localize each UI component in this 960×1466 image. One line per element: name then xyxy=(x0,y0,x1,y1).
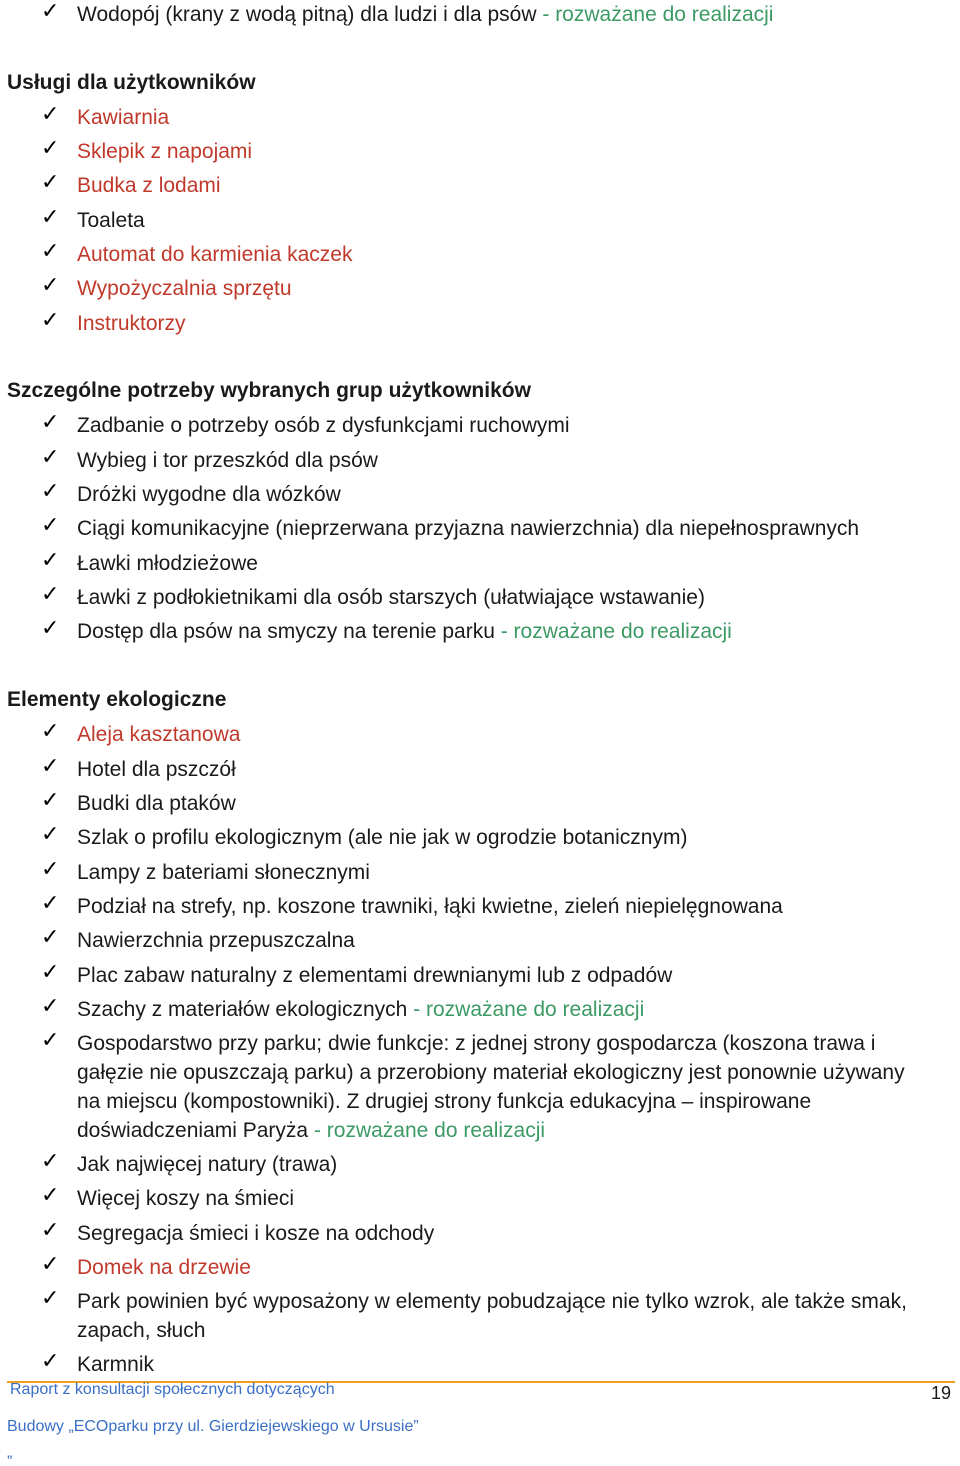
checkmark-icon: ✓ xyxy=(41,1349,60,1374)
item-text: Dostęp dla psów na smyczy na terenie parku xyxy=(77,620,495,643)
item-text: Budka z lodami xyxy=(77,174,221,197)
item-text: Toaleta xyxy=(77,209,145,232)
checkmark-icon: ✓ xyxy=(41,1028,60,1053)
checkmark-icon: ✓ xyxy=(41,136,60,161)
checkmark-icon: ✓ xyxy=(41,445,60,470)
checkmark-icon: ✓ xyxy=(41,239,60,264)
section-title-special-needs: Szczególne potrzeby wybranych grup użytkowników xyxy=(7,379,531,402)
item-text: Budki dla ptaków xyxy=(77,792,236,815)
item-text: Ławki młodzieżowe xyxy=(77,552,258,575)
item-text-line: Gospodarstwo przy parku; dwie funkcje: z jednej strony gospodarcza (koszona trawa i xyxy=(77,1032,876,1055)
checkmark-icon: ✓ xyxy=(41,1218,60,1243)
checkmark-icon: ✓ xyxy=(41,273,60,298)
item-text: Domek na drzewie xyxy=(77,1256,251,1279)
item-note: - rozważane do realizacji xyxy=(536,3,774,26)
item-text: Zadbanie o potrzeby osób z dysfunkcjami ruchowymi xyxy=(77,414,570,437)
item-text: Wodopój (krany z wodą pitną) dla ludzi i dla psów xyxy=(77,3,537,26)
footer-report-title: Raport z konsultacji społecznych dotyczących xyxy=(10,1381,335,1398)
item-note: - rozważane do realizacji xyxy=(407,998,645,1021)
item-text: Hotel dla pszczół xyxy=(77,758,236,781)
checkmark-icon: ✓ xyxy=(41,548,60,573)
checkmark-icon: ✓ xyxy=(41,994,60,1019)
checkmark-icon: ✓ xyxy=(41,960,60,985)
checkmark-icon: ✓ xyxy=(41,788,60,813)
item-text: Więcej koszy na śmieci xyxy=(77,1187,295,1210)
item-text: Ciągi komunikacyjne (nieprzerwana przyjazna nawierzchnia) dla niepełnosprawnych xyxy=(77,517,860,540)
section-title-services: Usługi dla użytkowników xyxy=(7,71,256,94)
checkmark-icon: ✓ xyxy=(41,616,60,641)
item-text: Wybieg i tor przeszkód dla psów xyxy=(77,449,378,472)
checkmark-icon: ✓ xyxy=(41,308,60,333)
section-title-eco: Elementy ekologiczne xyxy=(7,688,227,711)
checkmark-icon: ✓ xyxy=(41,925,60,950)
item-text: Szachy z materiałów ekologicznych xyxy=(77,998,408,1021)
checkmark-icon: ✓ xyxy=(41,1183,60,1208)
item-text: Podział na strefy, np. koszone trawniki, łąki kwietne, zieleń niepielęgnowana xyxy=(77,895,783,918)
item-note: - rozważane do realizacji xyxy=(494,620,732,643)
checkmark-icon: ✓ xyxy=(41,0,60,24)
item-text: Jak najwięcej natury (trawa) xyxy=(77,1153,338,1176)
item-text-line: na miejscu (kompostowniki). Z drugiej strony funkcja edukacyjna – inspirowane xyxy=(77,1090,812,1113)
item-text: Plac zabaw naturalny z elementami drewnianymi lub z odpadów xyxy=(77,964,673,987)
checkmark-icon: ✓ xyxy=(41,891,60,916)
item-text: Ławki z podłokietnikami dla osób starszych (ułatwiające wstawanie) xyxy=(77,586,705,609)
item-text: Kawiarnia xyxy=(77,106,170,129)
checkmark-icon: ✓ xyxy=(41,1149,60,1174)
checkmark-icon: ✓ xyxy=(41,410,60,435)
checkmark-icon: ✓ xyxy=(41,513,60,538)
item-text: Segregacja śmieci i kosze na odchody xyxy=(77,1222,435,1245)
checkmark-icon: ✓ xyxy=(41,582,60,607)
item-text: Karmnik xyxy=(77,1353,155,1376)
item-text: Nawierzchnia przepuszczalna xyxy=(77,929,355,952)
checkmark-icon: ✓ xyxy=(41,102,60,127)
checkmark-icon: ✓ xyxy=(41,857,60,882)
item-note: - rozważane do realizacji xyxy=(308,1119,546,1142)
page-number: 19 xyxy=(931,1383,952,1403)
checkmark-icon: ✓ xyxy=(41,822,60,847)
item-text: Sklepik z napojami xyxy=(77,140,253,163)
item-text: Szlak o profilu ekologicznym (ale nie jak w ogrodzie botanicznym) xyxy=(77,826,688,849)
checkmark-icon: ✓ xyxy=(41,1286,60,1311)
item-text: Aleja kasztanowa xyxy=(77,723,241,746)
item-text: Instruktorzy xyxy=(77,312,186,335)
item-text-line: zapach, słuch xyxy=(77,1319,206,1342)
checkmark-icon: ✓ xyxy=(41,170,60,195)
item-text-line: gałęzie nie opuszczają parku) a przerobiony materiał ekologiczny jest ponownie używany xyxy=(77,1061,905,1084)
item-text-line: Park powinien być wyposażony w elementy pobudzające nie tylko wzrok, ale także smak, xyxy=(77,1290,907,1313)
checkmark-icon: ✓ xyxy=(41,1252,60,1277)
item-text: Dróżki wygodne dla wózków xyxy=(77,483,341,506)
footer-quote-mark: „ xyxy=(7,1444,13,1461)
item-text: Lampy z bateriami słonecznymi xyxy=(77,861,370,884)
checkmark-icon: ✓ xyxy=(41,754,60,779)
checkmark-icon: ✓ xyxy=(41,719,60,744)
footer-subtitle: Budowy „ECOparku przy ul. Gierdziejewskiego w Ursusie” xyxy=(7,1418,419,1435)
item-text-line: doświadczeniami Paryża xyxy=(77,1119,309,1142)
item-text: Wypożyczalnia sprzętu xyxy=(77,277,292,300)
checkmark-icon: ✓ xyxy=(41,479,60,504)
item-text: Automat do karmienia kaczek xyxy=(77,243,353,266)
checkmark-icon: ✓ xyxy=(41,205,60,230)
